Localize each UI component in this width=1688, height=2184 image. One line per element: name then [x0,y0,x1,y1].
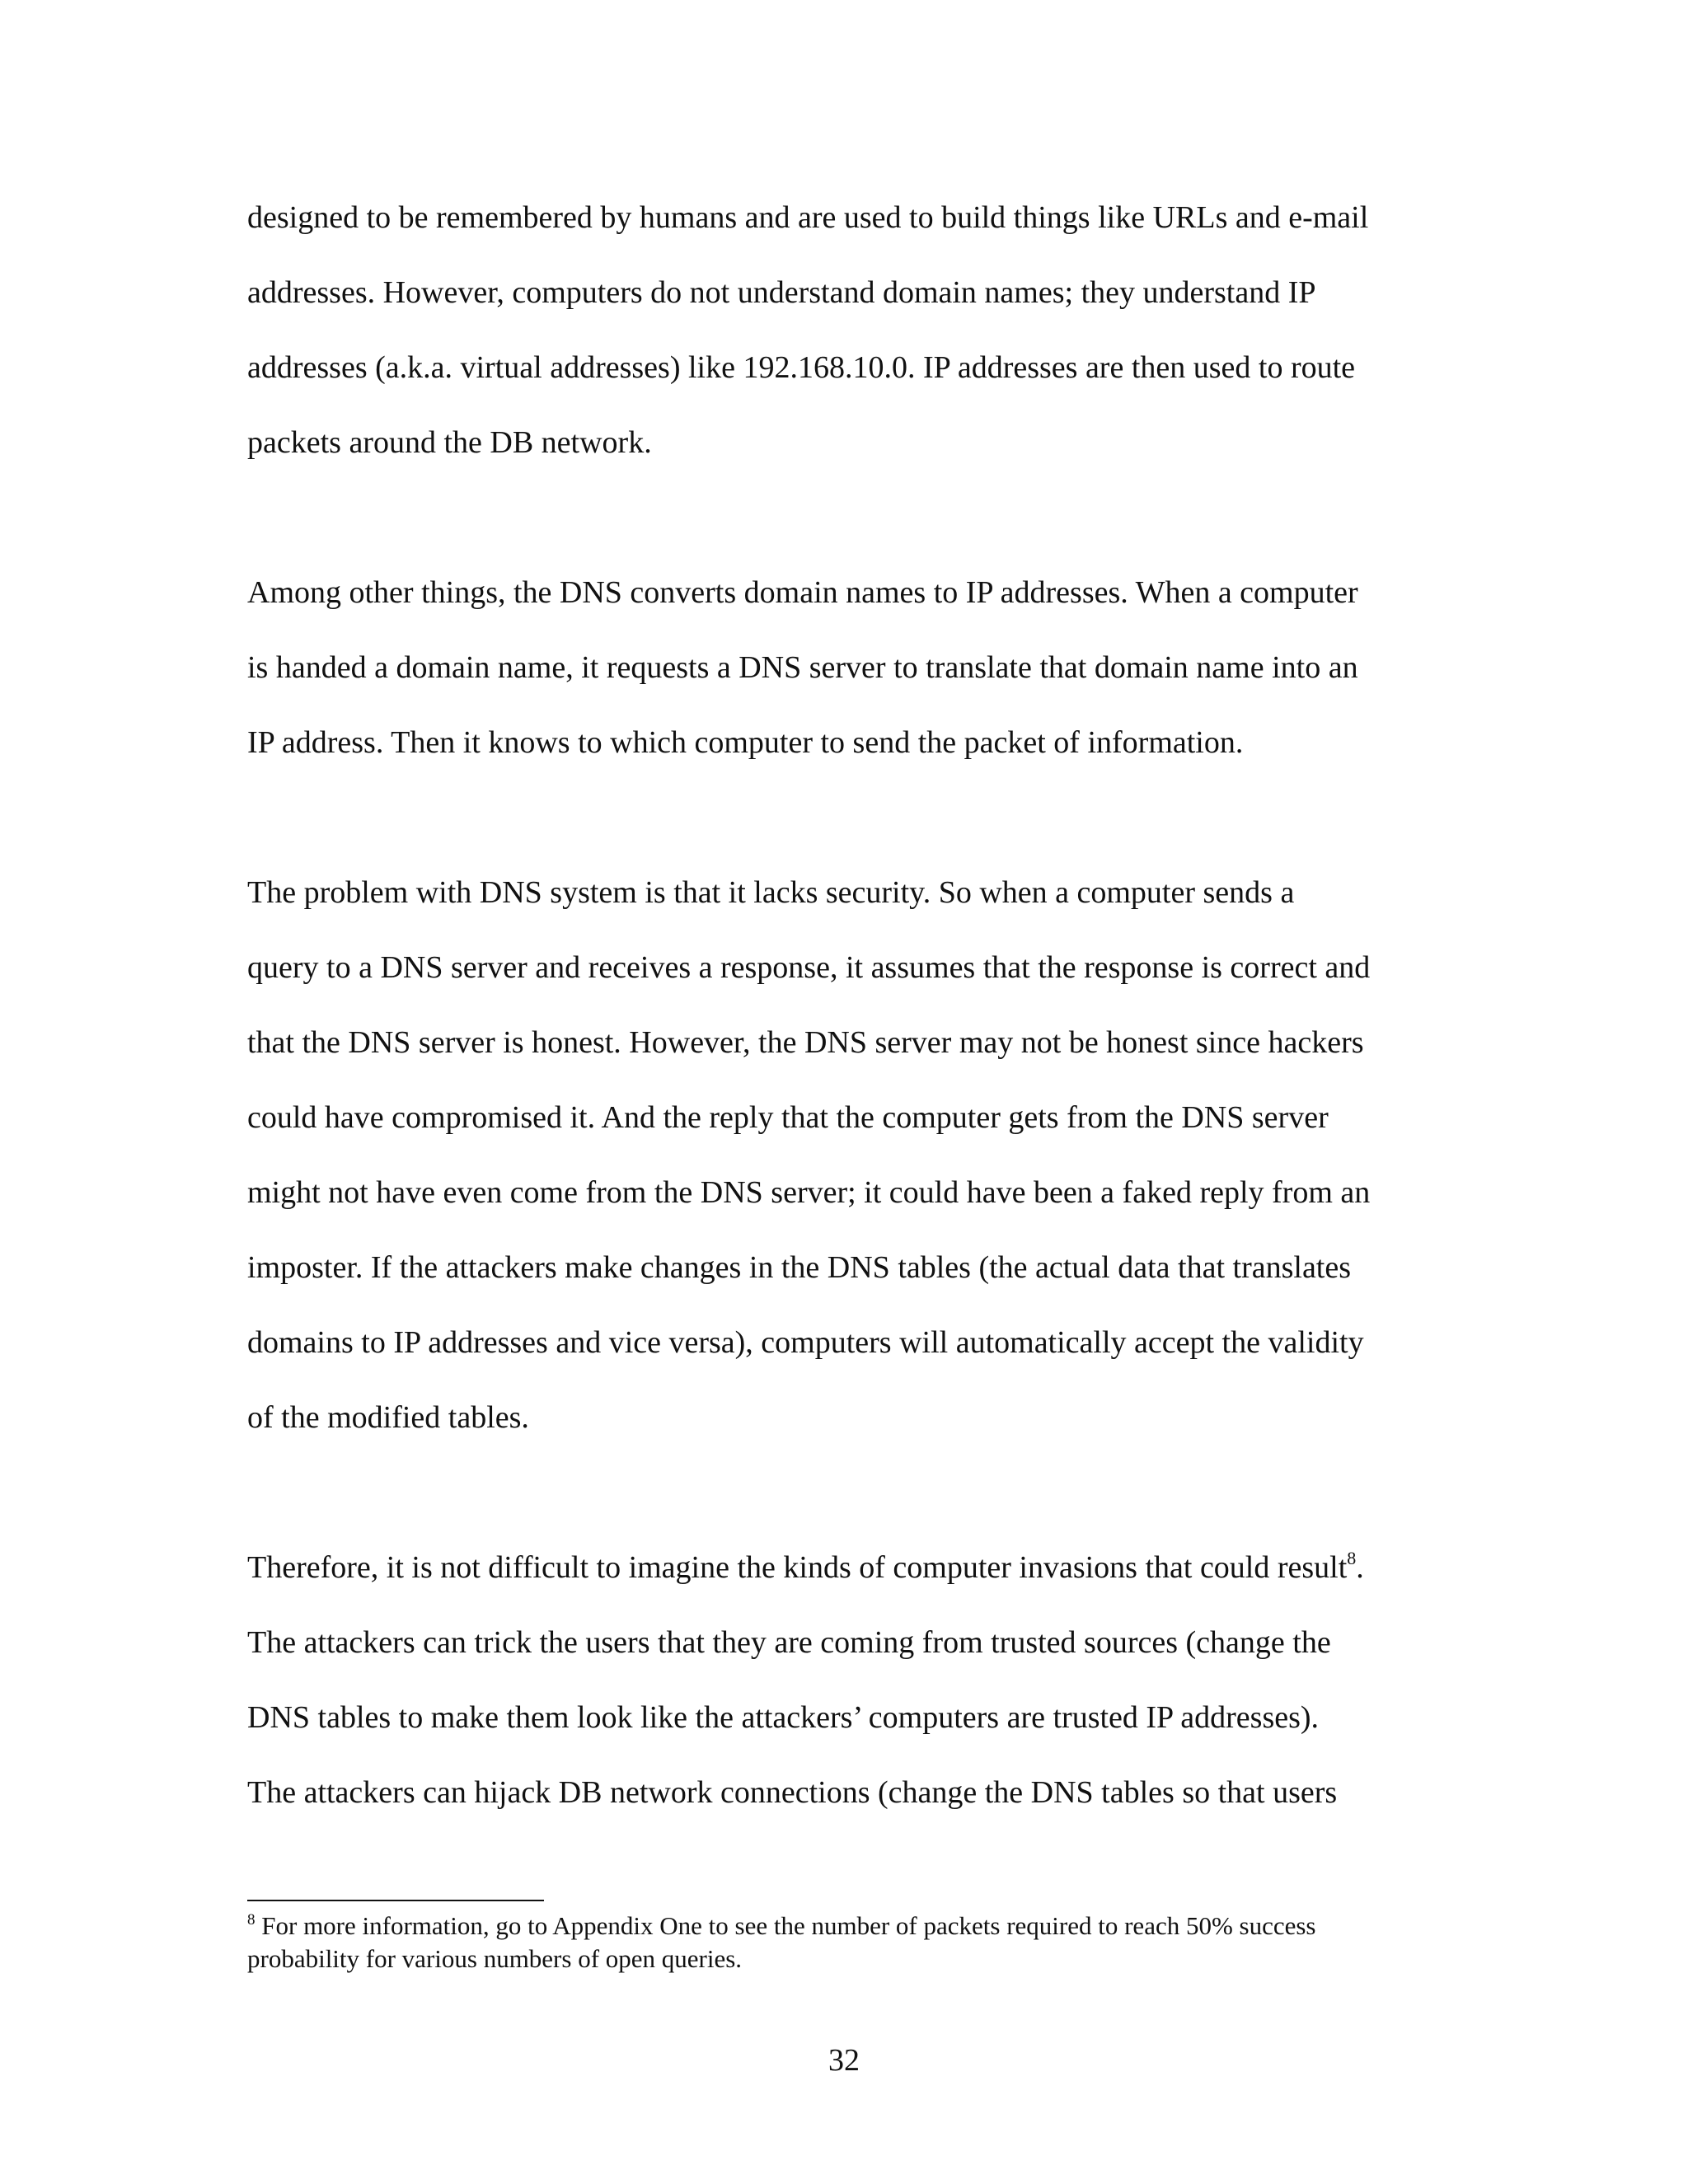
paragraph-3-line-1: The problem with DNS system is that it lacks security. So when a computer sends a [247,875,1295,910]
footnote-line-1 [247,1911,1316,1941]
footnote-separator [247,1900,544,1901]
footnote-line-2: probability for various numbers of open queries. [247,1944,743,1973]
paragraph-2-line-1: Among other things, the DNS converts domain names to IP addresses. When a computer [247,575,1358,610]
paragraph-3-line-7: domains to IP addresses and vice versa), computers will automatically accept the validity [247,1325,1364,1360]
paragraph-3-line-4: could have compromised it. And the reply that the computer gets from the DNS server [247,1100,1329,1135]
paragraph-2-line-3: IP address. Then it knows to which computer to send the packet of information. [247,725,1244,760]
paragraph-2-line-2: is handed a domain name, it requests a DNS server to translate that domain name into an [247,650,1358,685]
paragraph-3-line-3: that the DNS server is honest. However, the DNS server may not be honest since hackers [247,1025,1364,1060]
paragraph-1-line-4: packets around the DB network. [247,425,652,460]
footnote-mark: 8 [247,1911,256,1929]
paragraph-3-line-2: query to a DNS server and receives a response, it assumes that the response is correct and [247,950,1371,985]
paragraph-4-line-1-end: . [1356,1550,1364,1585]
footnote-reference: 8 [1347,1548,1357,1568]
paragraph-3-line-5: might not have even come from the DNS server; it could have been a faked reply from an [247,1175,1371,1210]
paragraph-3-line-8: of the modified tables. [247,1400,529,1435]
paragraph-4-line-1-text: Therefore, it is not difficult to imagine the kinds of computer invasions that could result [247,1550,1348,1585]
paragraph-4-line-1 [247,1549,1364,1586]
paragraph-1-line-1: designed to be remembered by humans and are used to build things like URLs and e-mail [247,200,1369,235]
paragraph-4-line-4: The attackers can hijack DB network connections (change the DNS tables so that users [247,1775,1338,1810]
paragraph-1-line-3: addresses (a.k.a. virtual addresses) like 192.168.10.0. IP addresses are then used to route [247,350,1356,385]
paragraph-1-line-2: addresses. However, computers do not understand domain names; they understand IP [247,275,1316,310]
paragraph-4-line-3: DNS tables to make them look like the attackers’ computers are trusted IP addresses). [247,1700,1320,1735]
footnote-text-line-1: For more information, go to Appendix One to see the number of packets required to reach 50% success [255,1911,1316,1940]
paragraph-3-line-6: imposter. If the attackers make changes in the DNS tables (the actual data that translates [247,1250,1352,1285]
page-number: 32 [828,2043,860,2078]
paragraph-4-line-2: The attackers can trick the users that they are coming from trusted sources (change the [247,1625,1331,1660]
